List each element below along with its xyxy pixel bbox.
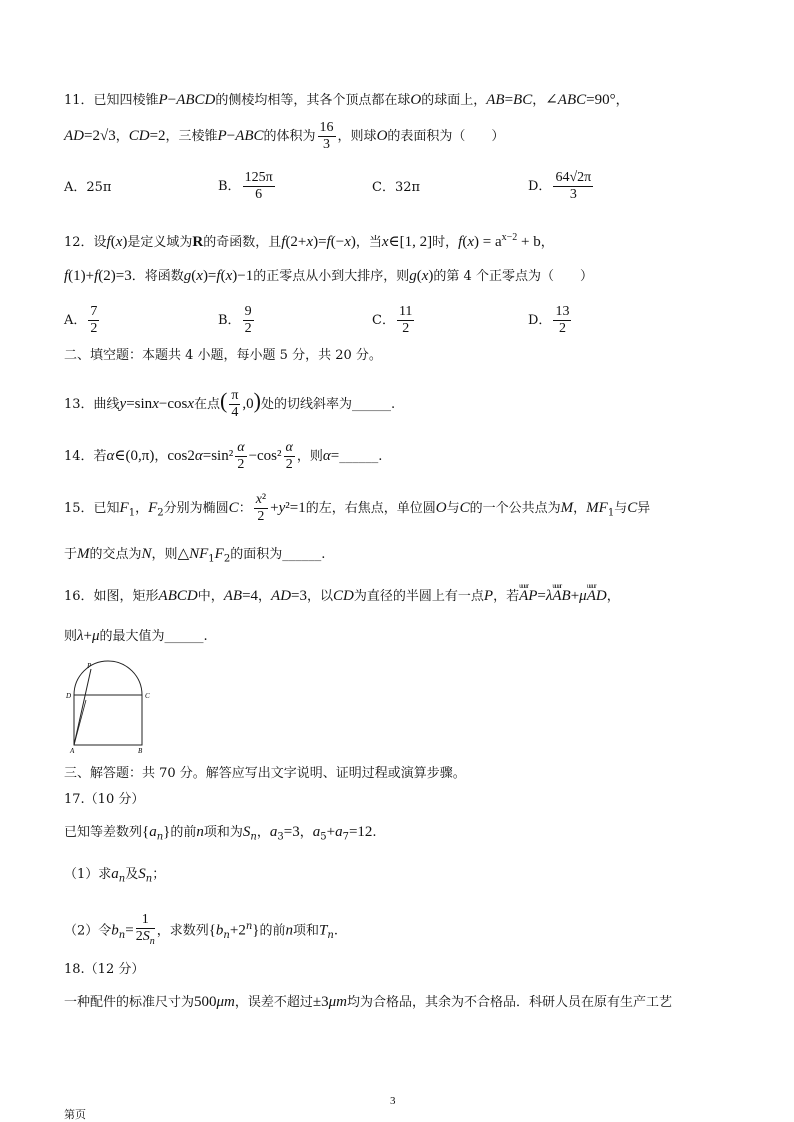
q17-statement: 已知等差数列$\{a_n\}$的前n项和为$S_n$，$a_3=3$，$a_5+a_7=12$. (64, 824, 377, 843)
q12-line2: f(1)+f(2)=3．将函数g(x)=f(x)−1的正零点从小到大排序，则g(x)的第 4 个正零点为（ ） (64, 268, 593, 284)
q11-option-b: B． $\frac{125\pi}{6}$ (218, 170, 273, 202)
q11-line2: AD=2√3，CD=2，三棱锥P−ABC的体积为 $\frac{16}{3}$ ，则球O的表面积为（ ） (64, 120, 505, 152)
q16-rectangle-semicircle-figure (64, 660, 164, 755)
q11-option-c: C．32π (372, 180, 421, 195)
page-number: 3 (390, 1095, 396, 1107)
figure-label-a: A (70, 747, 75, 755)
q18-statement: 一种配件的标准尺寸为500μm，误差不超过±3μm均为合格品，其余为不合格品．科研人员在原有生产工艺 (64, 994, 673, 1010)
q14: 14．若α∈(0,π)，cos2α=sin² $\frac{\alpha}{2}$ −cos² $\frac{\alpha}{2}$ ，则α=______. (64, 440, 383, 472)
q11-option-d: D． $\frac{64√2\pi}{3}$ (528, 170, 592, 202)
q12-option-a: A． $\frac{7}{2}$ (64, 304, 98, 336)
q11-option-a: A．25π (64, 180, 112, 195)
q11-line1: 11．已知四棱锥P−ABCD的侧棱均相等，其各个顶点都在球O的球面上，AB=BC，∠ABC=90°， (64, 92, 629, 108)
figure-label-c: C (145, 692, 150, 700)
q15-line2: 于M的交点为N，则$\triangle NF_1F_2$的面积为______. (64, 546, 326, 565)
section-fill-in-heading: 二、填空题：本题共 4 小题，每小题 5 分，共 20 分。 (64, 348, 382, 363)
q12-line1: 12．设f(x)是定义域为R的奇函数，且f(2+x)=f(−x)，当x∈[1, 2]时，$f(x) = a^{x-2} + b$， (64, 232, 554, 250)
q16-line1: 16．如图，矩形ABCD中，AB=4，AD=3，以CD为直径的半圆上有一点P，若uuur AP=λuuur AB+μuuur AD， (64, 586, 734, 607)
q12-option-c: C． $\frac{11}{2}$ (372, 304, 413, 336)
q18-heading: 18.（12 分） (64, 962, 145, 977)
q12-option-b: B． $\frac{9}{2}$ (218, 304, 252, 336)
figure-label-b: B (138, 747, 143, 755)
page-footer: 第页 (64, 1108, 86, 1121)
q16-line2: 则λ+μ的最大值为______. (64, 628, 208, 644)
q15-line1: 15．已知$F_1$，$F_2$分别为椭圆C： $\frac{\text{x²}}{2}$ +y²=1的左，右焦点，单位圆O与C的一个公共点为M，$MF_1$与C异 (64, 492, 651, 524)
q17-part2: （2）令$b_n=$ $\frac{1}{2S_n}$ ，求数列$\{b_n+2^n\}$的前n项和$T_n$. (64, 912, 338, 947)
figure-label-p: P (87, 662, 92, 670)
figure-label-d: D (66, 692, 72, 700)
q13: 13．曲线y=sinx−cosx在点( $\frac{\pi}{4}$ ,0)处的切线斜率为______. (64, 388, 396, 420)
q17-heading: 17.（10 分） (64, 792, 145, 807)
q12-option-d: D． $\frac{13}{2}$ (528, 304, 570, 336)
q17-part1: （1）求$a_n$及$S_n$； (64, 866, 166, 885)
section-solutions-heading: 三、解答题：共 70 分。解答应写出文字说明、证明过程或演算步骤。 (64, 766, 466, 781)
